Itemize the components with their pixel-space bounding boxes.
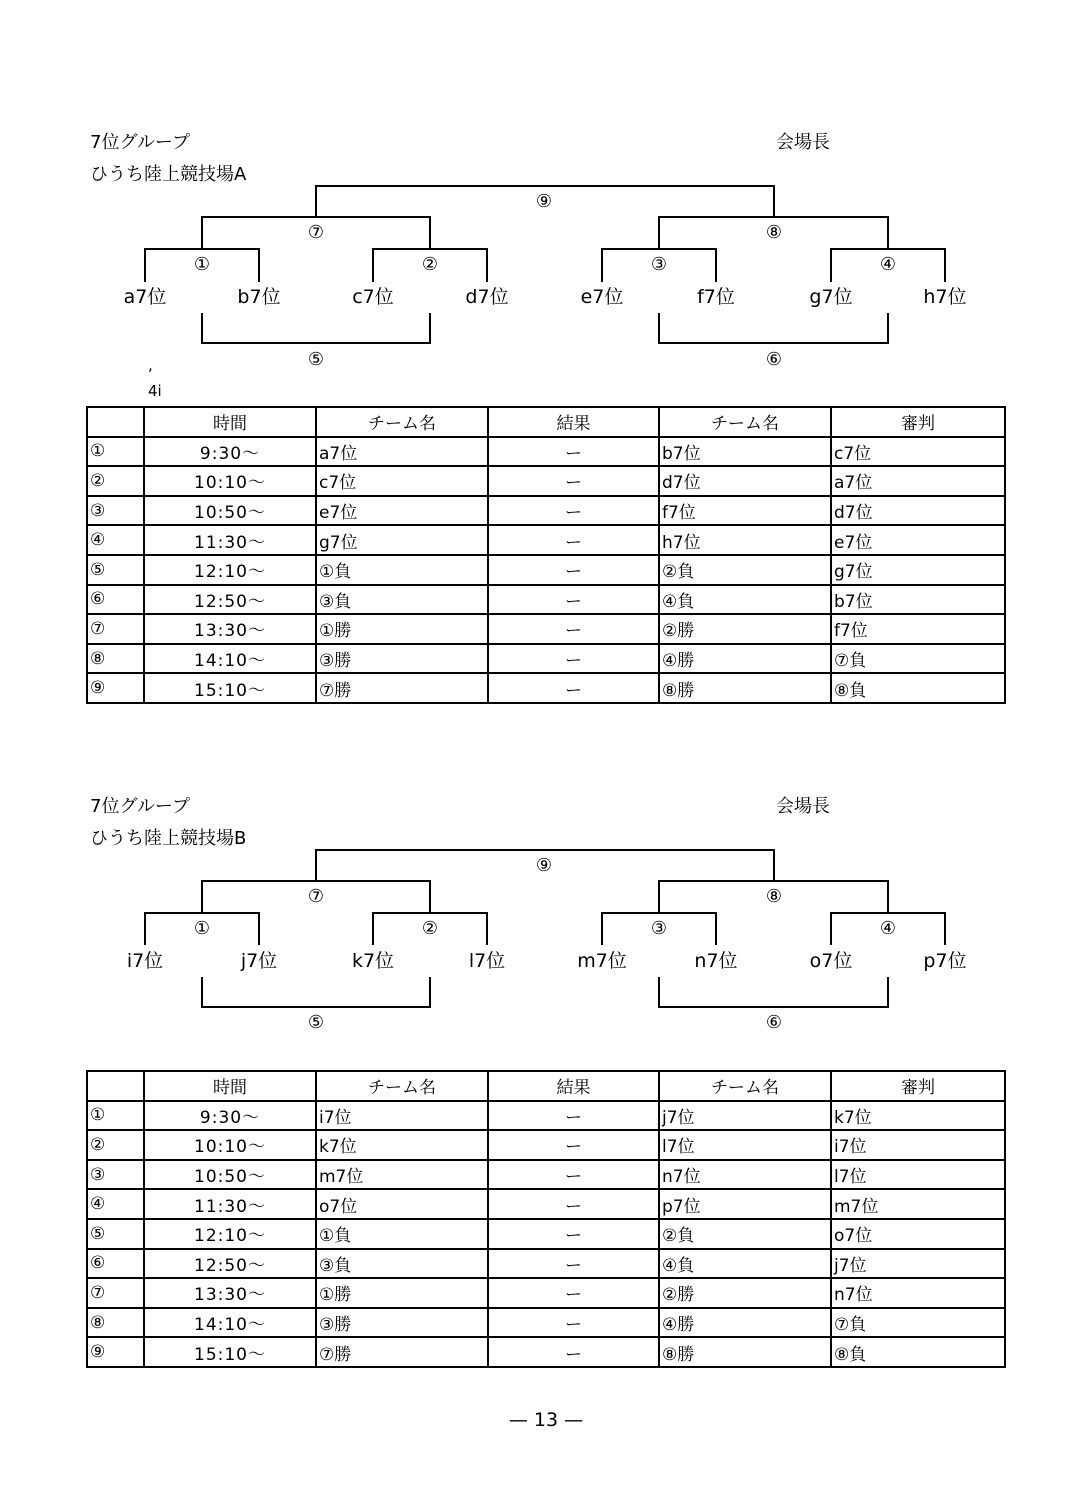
referee-cell: i7位 xyxy=(831,1130,1005,1160)
match-8-label: ⑧ xyxy=(765,886,783,907)
match-2-label: ② xyxy=(421,918,439,939)
team-label: k7位 xyxy=(351,950,395,972)
match-2-label: ② xyxy=(421,254,439,275)
team-label: b7位 xyxy=(237,286,281,308)
result-cell: ー xyxy=(488,1189,659,1219)
time-cell: 10:10〜 xyxy=(144,1130,316,1160)
match-number-cell: ④ xyxy=(87,525,144,555)
team-label: i7位 xyxy=(126,950,164,972)
result-cell: ー xyxy=(488,1337,659,1367)
team-label: p7位 xyxy=(923,950,967,972)
group-title: 7位グループ xyxy=(90,132,191,153)
match-number-cell: ③ xyxy=(87,1160,144,1190)
table-row xyxy=(87,1160,1005,1190)
match-number-cell: ② xyxy=(87,466,144,496)
opponent-cell: d7位 xyxy=(659,466,831,496)
time-cell: 10:50〜 xyxy=(144,496,316,526)
time-cell: 9:30〜 xyxy=(144,1101,316,1131)
table-header-cell: チーム名 xyxy=(659,1071,831,1101)
result-cell: ー xyxy=(488,555,659,585)
referee-cell: ⑦負 xyxy=(831,1308,1005,1338)
referee-cell: d7位 xyxy=(831,496,1005,526)
referee-cell: b7位 xyxy=(831,585,1005,615)
match-number-cell: ⑧ xyxy=(87,1308,144,1338)
schedule-table xyxy=(86,1070,1006,1368)
table-header-cell xyxy=(87,1071,144,1101)
opponent-cell: ⑧勝 xyxy=(659,673,831,703)
result-cell: ー xyxy=(488,1278,659,1308)
match-1-label: ① xyxy=(193,918,211,939)
match-number-cell: ⑨ xyxy=(87,673,144,703)
time-cell: 14:10〜 xyxy=(144,644,316,674)
time-cell: 15:10〜 xyxy=(144,1337,316,1367)
table-header-cell: チーム名 xyxy=(316,1071,488,1101)
time-cell: 14:10〜 xyxy=(144,1308,316,1338)
match-6-label: ⑥ xyxy=(765,349,783,370)
table-row xyxy=(87,1249,1005,1279)
venue-title: ひうち陸上競技場A xyxy=(90,164,247,185)
team-label: f7位 xyxy=(697,286,735,308)
table-header-cell: チーム名 xyxy=(659,407,831,437)
opponent-cell: h7位 xyxy=(659,525,831,555)
match-1-label: ① xyxy=(193,254,211,275)
team-cell: ①勝 xyxy=(316,614,488,644)
time-cell: 13:30〜 xyxy=(144,1278,316,1308)
table-row xyxy=(87,1101,1005,1131)
team-cell: m7位 xyxy=(316,1160,488,1190)
referee-cell: l7位 xyxy=(831,1160,1005,1190)
result-cell: ー xyxy=(488,1249,659,1279)
referee-cell: ⑧負 xyxy=(831,673,1005,703)
opponent-cell: p7位 xyxy=(659,1189,831,1219)
match-number-cell: ⑤ xyxy=(87,555,144,585)
match-6-label: ⑥ xyxy=(765,1012,783,1033)
referee-cell: j7位 xyxy=(831,1249,1005,1279)
team-cell: a7位 xyxy=(316,437,488,467)
time-cell: 12:10〜 xyxy=(144,555,316,585)
team-label: g7位 xyxy=(809,286,853,308)
team-label: c7位 xyxy=(352,286,394,308)
team-cell: ③負 xyxy=(316,1249,488,1279)
opponent-cell: ④勝 xyxy=(659,1308,831,1338)
match-number-cell: ⑤ xyxy=(87,1219,144,1249)
match-3-label: ③ xyxy=(650,918,668,939)
result-cell: ー xyxy=(488,1219,659,1249)
referee-cell: n7位 xyxy=(831,1278,1005,1308)
time-cell: 13:30〜 xyxy=(144,614,316,644)
team-cell: g7位 xyxy=(316,525,488,555)
page-number: — 13 — xyxy=(508,1409,584,1431)
opponent-cell: ④負 xyxy=(659,1249,831,1279)
time-cell: 12:50〜 xyxy=(144,585,316,615)
match-4-label: ④ xyxy=(879,918,897,939)
opponent-cell: l7位 xyxy=(659,1130,831,1160)
match-number-cell: ① xyxy=(87,1101,144,1131)
referee-cell: ⑧負 xyxy=(831,1337,1005,1367)
referee-cell: k7位 xyxy=(831,1101,1005,1131)
table-header-cell: 時間 xyxy=(144,1071,316,1101)
table-row xyxy=(87,1130,1005,1160)
team-label: d7位 xyxy=(465,286,509,308)
venue-head-label: 会場長 xyxy=(776,796,830,817)
time-cell: 11:30〜 xyxy=(144,1189,316,1219)
team-cell: ①勝 xyxy=(316,1278,488,1308)
venue-title: ひうち陸上競技場B xyxy=(90,828,247,849)
referee-cell: a7位 xyxy=(831,466,1005,496)
time-cell: 12:10〜 xyxy=(144,1219,316,1249)
match-5-label: ⑤ xyxy=(307,349,325,370)
match-5-label: ⑤ xyxy=(307,1012,325,1033)
result-cell: ー xyxy=(488,1130,659,1160)
team-cell: ③勝 xyxy=(316,1308,488,1338)
opponent-cell: b7位 xyxy=(659,437,831,467)
time-cell: 11:30〜 xyxy=(144,525,316,555)
table-header-cell: 結果 xyxy=(488,407,659,437)
referee-cell: m7位 xyxy=(831,1189,1005,1219)
team-cell: c7位 xyxy=(316,466,488,496)
team-label: n7位 xyxy=(694,950,738,972)
result-cell: ー xyxy=(488,1101,659,1131)
team-label: e7位 xyxy=(580,286,624,308)
time-cell: 15:10〜 xyxy=(144,673,316,703)
referee-cell: f7位 xyxy=(831,614,1005,644)
result-cell: ー xyxy=(488,614,659,644)
opponent-cell: ②勝 xyxy=(659,1278,831,1308)
match-number-cell: ③ xyxy=(87,496,144,526)
team-cell: o7位 xyxy=(316,1189,488,1219)
table-header-row xyxy=(87,1071,1005,1101)
opponent-cell: n7位 xyxy=(659,1160,831,1190)
team-cell: i7位 xyxy=(316,1101,488,1131)
opponent-cell: ②負 xyxy=(659,1219,831,1249)
stray-mark: , xyxy=(148,356,153,374)
time-cell: 10:10〜 xyxy=(144,466,316,496)
match-number-cell: ② xyxy=(87,1130,144,1160)
referee-cell: o7位 xyxy=(831,1219,1005,1249)
table-row xyxy=(87,1337,1005,1367)
team-cell: e7位 xyxy=(316,496,488,526)
team-cell: ③負 xyxy=(316,585,488,615)
venue-head-label: 会場長 xyxy=(776,132,830,153)
time-cell: 12:50〜 xyxy=(144,1249,316,1279)
opponent-cell: j7位 xyxy=(659,1101,831,1131)
match-9-label: ⑨ xyxy=(535,855,553,876)
team-cell: ③勝 xyxy=(316,644,488,674)
result-cell: ー xyxy=(488,466,659,496)
table-row xyxy=(87,1219,1005,1249)
table-header-cell: チーム名 xyxy=(316,407,488,437)
match-7-label: ⑦ xyxy=(307,886,325,907)
team-cell: ①負 xyxy=(316,1219,488,1249)
referee-cell: e7位 xyxy=(831,525,1005,555)
opponent-cell: ④負 xyxy=(659,585,831,615)
team-cell: ⑦勝 xyxy=(316,1337,488,1367)
table-header-cell: 時間 xyxy=(144,407,316,437)
time-cell: 10:50〜 xyxy=(144,1160,316,1190)
referee-cell: g7位 xyxy=(831,555,1005,585)
match-3-label: ③ xyxy=(650,254,668,275)
result-cell: ー xyxy=(488,1160,659,1190)
opponent-cell: ⑧勝 xyxy=(659,1337,831,1367)
time-cell: 9:30〜 xyxy=(144,437,316,467)
match-number-cell: ⑥ xyxy=(87,1249,144,1279)
table-header-cell: 結果 xyxy=(488,1071,659,1101)
opponent-cell: ②負 xyxy=(659,555,831,585)
match-9-label: ⑨ xyxy=(535,191,553,212)
match-number-cell: ④ xyxy=(87,1189,144,1219)
result-cell: ー xyxy=(488,1308,659,1338)
team-label: a7位 xyxy=(123,286,167,308)
result-cell: ー xyxy=(488,673,659,703)
result-cell: ー xyxy=(488,437,659,467)
match-number-cell: ⑨ xyxy=(87,1337,144,1367)
result-cell: ー xyxy=(488,525,659,555)
table-header-cell: 審判 xyxy=(831,1071,1005,1101)
team-cell: ①負 xyxy=(316,555,488,585)
table-row xyxy=(87,1189,1005,1219)
team-cell: ⑦勝 xyxy=(316,673,488,703)
result-cell: ー xyxy=(488,585,659,615)
match-number-cell: ⑦ xyxy=(87,614,144,644)
result-cell: ー xyxy=(488,496,659,526)
match-number-cell: ⑧ xyxy=(87,644,144,674)
table-header-cell: 審判 xyxy=(831,407,1005,437)
table-row xyxy=(87,1278,1005,1308)
match-number-cell: ① xyxy=(87,437,144,467)
team-label: j7位 xyxy=(240,950,278,972)
match-number-cell: ⑥ xyxy=(87,585,144,615)
table-row xyxy=(87,1308,1005,1338)
referee-cell: ⑦負 xyxy=(831,644,1005,674)
match-8-label: ⑧ xyxy=(765,222,783,243)
match-7-label: ⑦ xyxy=(307,222,325,243)
team-label: m7位 xyxy=(577,950,627,972)
stray-mark: 4i xyxy=(148,382,162,400)
opponent-cell: f7位 xyxy=(659,496,831,526)
result-cell: ー xyxy=(488,644,659,674)
team-label: o7位 xyxy=(809,950,853,972)
match-4-label: ④ xyxy=(879,254,897,275)
opponent-cell: ②勝 xyxy=(659,614,831,644)
opponent-cell: ④勝 xyxy=(659,644,831,674)
group-title: 7位グループ xyxy=(90,796,191,817)
referee-cell: c7位 xyxy=(831,437,1005,467)
team-label: h7位 xyxy=(923,286,967,308)
match-number-cell: ⑦ xyxy=(87,1278,144,1308)
team-label: l7位 xyxy=(468,950,506,972)
team-cell: k7位 xyxy=(316,1130,488,1160)
